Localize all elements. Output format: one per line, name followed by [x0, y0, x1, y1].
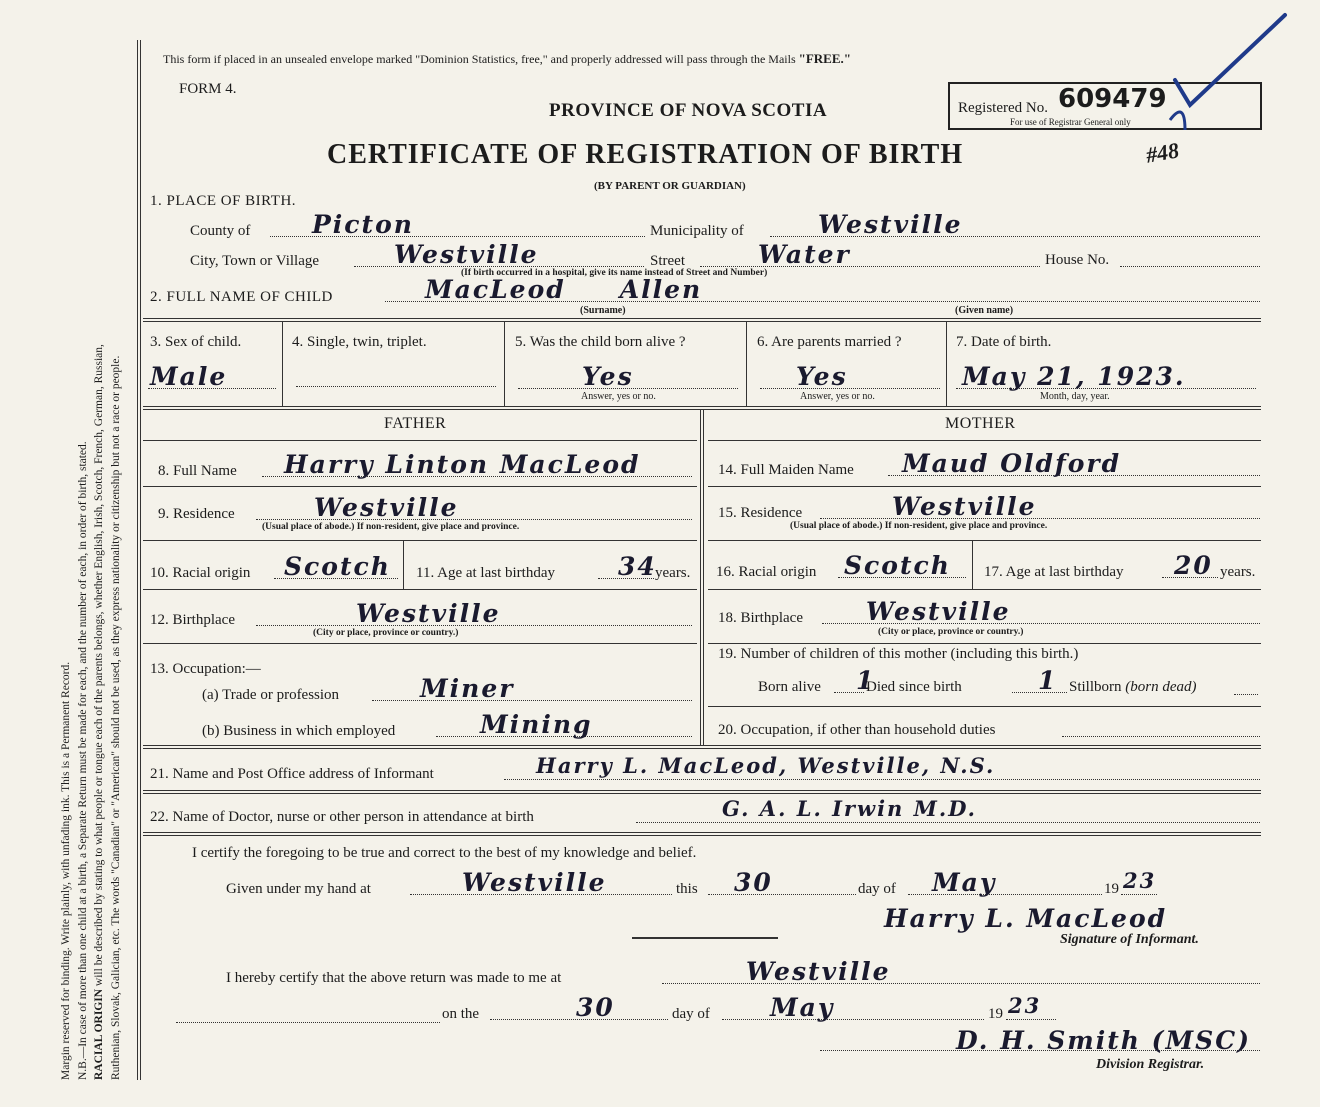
father-age-value: 34: [618, 552, 657, 581]
child-name-field: [385, 275, 1260, 302]
registrar-day-value: 30: [576, 993, 615, 1022]
parents-married-note: Answer, yes or no.: [800, 391, 875, 402]
father-racial-label: 10. Racial origin: [150, 565, 251, 581]
mother-abode-note: (Usual place of abode.) If non-resident, give place and province.: [790, 521, 1048, 531]
mother-racial-value: Scotch: [844, 551, 951, 580]
county-label: County of: [190, 223, 251, 239]
mother-birthplace-rule: [708, 643, 1261, 644]
father-age-field: [598, 552, 657, 581]
multiple-birth-label: 4. Single, twin, triplet.: [292, 334, 427, 350]
mother-children-rule: [708, 706, 1261, 707]
registrar-place-value: Westville: [746, 957, 891, 986]
father-birthplace-label: 12. Birthplace: [150, 612, 235, 628]
father-birthplace-note: (City or place, province or country.): [313, 628, 459, 638]
child-given-value: Allen: [619, 275, 703, 304]
doctor-field: [636, 796, 1260, 823]
father-business-value: Mining: [480, 710, 593, 739]
father-heading: FATHER: [384, 415, 447, 432]
page-title: CERTIFICATE OF REGISTRATION OF BIRTH: [327, 139, 964, 170]
certify-day-of-label: day of: [858, 881, 896, 897]
informant-field: [504, 753, 1260, 780]
sex-label: 3. Sex of child.: [150, 334, 242, 350]
father-residence-value: Westville: [314, 493, 459, 522]
municipality-field: [770, 210, 1260, 237]
multiple-birth-field: [296, 370, 496, 387]
father-business-field: [436, 710, 692, 737]
parents-married-field: [760, 362, 940, 389]
mother-name-value: Maud Oldford: [902, 449, 1122, 478]
page-subtitle: (BY PARENT OR GUARDIAN): [594, 180, 746, 192]
mother-residence-field: [820, 492, 1260, 519]
rule-after-name: [143, 318, 1261, 322]
parents-divider: [700, 410, 704, 746]
rule-after-informant: [143, 790, 1261, 794]
mother-heading-rule: [708, 440, 1261, 441]
mail-notice: [163, 51, 851, 67]
municipality-value: Westville: [818, 210, 963, 239]
mail-notice-text: This form if placed in an unsealed envelope marked "Dominion Statistics, free," and properly addressed will pass through the Mails: [163, 52, 796, 66]
mother-racial-label: 16. Racial origin: [716, 564, 817, 580]
father-birthplace-rule: [143, 643, 697, 644]
mother-birthplace-label: 18. Birthplace: [718, 610, 803, 626]
mother-birthplace-note: (City or place, province or country.): [878, 627, 1024, 637]
certify-this-label: this: [676, 881, 698, 897]
street-label: Street: [650, 253, 685, 269]
father-occupation-label: 13. Occupation:—: [150, 661, 261, 677]
stillborn-note: (born dead): [1125, 679, 1197, 695]
father-racial-rule: [143, 589, 697, 590]
given-place-value: Westville: [462, 868, 607, 897]
father-trade-value: Miner: [420, 674, 515, 703]
city-field: [354, 240, 644, 267]
certify-year-value: 23: [1123, 868, 1157, 893]
given-name-caption: (Given name): [955, 305, 1014, 316]
mother-age-label: 17. Age at last birthday: [984, 564, 1124, 580]
certify-year-prefix: 19: [1104, 881, 1119, 897]
died-count-value: 1: [1038, 666, 1058, 695]
registrar-year-field: [1006, 993, 1056, 1020]
stillborn-label: [1069, 679, 1197, 696]
born-alive-note: Answer, yes or no.: [581, 391, 656, 402]
city-value: Westville: [394, 240, 539, 269]
check-mark-icon: [1160, 10, 1290, 130]
divider-4-5: [504, 322, 505, 406]
dob-note: Month, day, year.: [1040, 391, 1110, 402]
doctor-label: 22. Name of Doctor, nurse or other person in attendance at birth: [150, 809, 534, 825]
mother-birthplace-value: Westville: [866, 597, 1011, 626]
child-name-label: 2. FULL NAME OF CHILD: [150, 289, 333, 305]
mother-children-label: 19. Number of children of this mother (including this birth.): [718, 646, 1079, 662]
father-birthplace-value: Westville: [356, 599, 501, 628]
mother-age-field: [1162, 551, 1218, 578]
certify-month-field: [908, 868, 1102, 895]
free-label: "FREE.": [798, 51, 851, 66]
registrar-place-field: [662, 957, 1260, 984]
certify-day-field: [708, 868, 856, 895]
given-under-label: Given under my hand at: [226, 881, 371, 897]
mother-name-rule: [708, 486, 1261, 487]
father-heading-rule: [143, 440, 697, 441]
registrar-on-the-label: on the: [442, 1006, 480, 1022]
born-alive-field: [518, 362, 738, 389]
margin-note-nationality: Ruthenian, Slovak, Galician, etc. The words "Canadian" or "American" should not be used, as they express nationality or citizenship but not a race or people.: [109, 355, 122, 1080]
street-value: Water: [758, 240, 851, 269]
stillborn-text: Stillborn: [1069, 679, 1122, 695]
father-business-label: (b) Business in which employed: [202, 723, 396, 739]
born-alive-count-field: [834, 666, 876, 695]
registrar-year-prefix: 19: [988, 1006, 1003, 1022]
father-residence-label: 9. Residence: [158, 506, 235, 522]
father-trade-label: (a) Trade or profession: [202, 687, 340, 703]
registrar-day-of-label: day of: [672, 1006, 710, 1022]
divider-5-6: [746, 322, 747, 406]
mother-years-label: years.: [1220, 564, 1256, 580]
county-field: [270, 210, 645, 237]
certify-year-field: [1121, 868, 1157, 895]
registrar-statement: I hereby certify that the above return was made to me at: [226, 970, 562, 986]
street-field: [700, 240, 1040, 267]
father-age-label: 11. Age at last birthday: [416, 565, 555, 581]
stillborn-field: [1234, 682, 1258, 695]
given-place-field: [410, 868, 672, 895]
father-abode-note: (Usual place of abode.) If non-resident, give place and province.: [262, 522, 520, 532]
mother-heading: MOTHER: [945, 415, 1016, 432]
parents-married-label: 6. Are parents married ?: [757, 334, 902, 350]
child-surname-value: MacLeod: [425, 275, 566, 304]
mother-age-value: 20: [1174, 551, 1213, 580]
father-racial-field: [274, 552, 398, 579]
born-alive-count-value: 1: [856, 666, 876, 695]
dob-value: May 21, 1923.: [962, 362, 1186, 391]
father-name-label: 8. Full Name: [158, 463, 237, 479]
father-birthplace-field: [256, 599, 692, 626]
father-racial-divider: [403, 541, 404, 589]
father-residence-field: [256, 493, 692, 520]
sex-field: [148, 362, 276, 389]
racial-origin-text: will be described by stating to what people or tongue each of the parents belongs, whether English, Irish, Scotch, French, German, Russian,: [93, 344, 105, 989]
hospital-note: (If birth occurred in a hospital, give its name instead of Street and Number): [461, 268, 768, 278]
registrar-month-value: May: [770, 993, 835, 1022]
surname-caption: (Surname): [580, 305, 626, 316]
mother-racial-field: [838, 551, 966, 578]
registrar-day-field: [490, 993, 668, 1020]
registered-number: 609479: [1058, 84, 1167, 114]
mother-name-label: 14. Full Maiden Name: [718, 462, 854, 478]
mother-name-field: [888, 449, 1260, 476]
father-name-rule: [143, 486, 697, 487]
registrar-scribble: #48: [1143, 137, 1181, 168]
margin-notes: [58, 30, 124, 1080]
registrar-note: For use of Registrar General only: [1010, 117, 1131, 127]
father-racial-value: Scotch: [284, 552, 391, 581]
sex-value: Male: [150, 362, 228, 391]
mother-racial-divider: [972, 541, 973, 589]
left-border: [137, 40, 141, 1080]
racial-origin-heading: RACIAL ORIGIN: [93, 988, 105, 1080]
informant-value: Harry L. MacLeod, Westville, N.S.: [536, 753, 996, 778]
father-residence-rule: [143, 540, 697, 541]
margin-note-racial-origin: [91, 30, 108, 1080]
rule-after-parents: [143, 745, 1261, 749]
informant-label: 21. Name and Post Office address of Informant: [150, 766, 434, 782]
province-heading: PROVINCE OF NOVA SCOTIA: [549, 100, 828, 121]
registrar-month-field: [722, 993, 984, 1020]
division-registrar-label: Division Registrar.: [1096, 1057, 1205, 1072]
doctor-value: G. A. L. Irwin M.D.: [722, 796, 977, 821]
blank-signature-line: [632, 937, 778, 939]
mother-birthplace-field: [822, 597, 1260, 624]
place-of-birth-heading: 1. PLACE OF BIRTH.: [150, 193, 297, 209]
died-count-label: Died since birth: [866, 679, 962, 695]
father-years-label: years.: [655, 565, 691, 581]
informant-signature: Harry L. MacLeod: [884, 904, 1168, 933]
died-count-field: [1012, 666, 1067, 693]
born-alive-count-label: Born alive: [758, 679, 821, 695]
house-number-label: House No.: [1045, 252, 1110, 268]
mother-residence-value: Westville: [892, 492, 1037, 521]
dob-label: 7. Date of birth.: [956, 334, 1052, 350]
mother-residence-rule: [708, 540, 1261, 541]
house-number-field: [1120, 252, 1260, 267]
mother-occupation-field: [1062, 724, 1260, 737]
signature-informant-label: Signature of Informant.: [1060, 932, 1199, 947]
mother-racial-rule: [708, 589, 1261, 590]
born-alive-label: 5. Was the child born alive ?: [515, 334, 686, 350]
city-label: City, Town or Village: [190, 253, 320, 269]
registrar-year-value: 23: [1008, 993, 1042, 1018]
divider-3-4: [282, 322, 283, 406]
father-name-field: [262, 450, 692, 477]
mother-residence-label: 15. Residence: [718, 505, 803, 521]
margin-note-binding: Margin reserved for binding. Write plainly, with unfading ink. This is a Permanent Record.: [60, 661, 72, 1080]
registered-label: Registered No.: [958, 100, 1048, 116]
certify-month-value: May: [932, 868, 997, 897]
mother-occupation-label: 20. Occupation, if other than household duties: [718, 722, 996, 738]
father-name-value: Harry Linton MacLeod: [284, 450, 641, 479]
registrar-leading-dots: [176, 1010, 440, 1023]
dob-field: [956, 362, 1256, 389]
certify-day-value: 30: [734, 868, 773, 897]
born-alive-value: Yes: [582, 362, 634, 391]
margin-note-multiple-births: N.B.—In case of more than one child at a birth, a Separate Return must be made for each, and the number of each, in order of birth, stated.: [76, 441, 89, 1080]
county-value: Picton: [312, 210, 414, 239]
parents-married-value: Yes: [796, 362, 848, 391]
municipality-label: Municipality of: [650, 223, 744, 239]
registrar-signature: D. H. Smith (MSC): [956, 1026, 1251, 1055]
father-trade-field: [372, 674, 692, 701]
divider-6-7: [946, 322, 947, 406]
certify-statement: I certify the foregoing to be true and correct to the best of my knowledge and belief.: [192, 845, 697, 861]
rule-after-doctor: [143, 832, 1261, 836]
form-number: FORM 4.: [179, 81, 237, 97]
